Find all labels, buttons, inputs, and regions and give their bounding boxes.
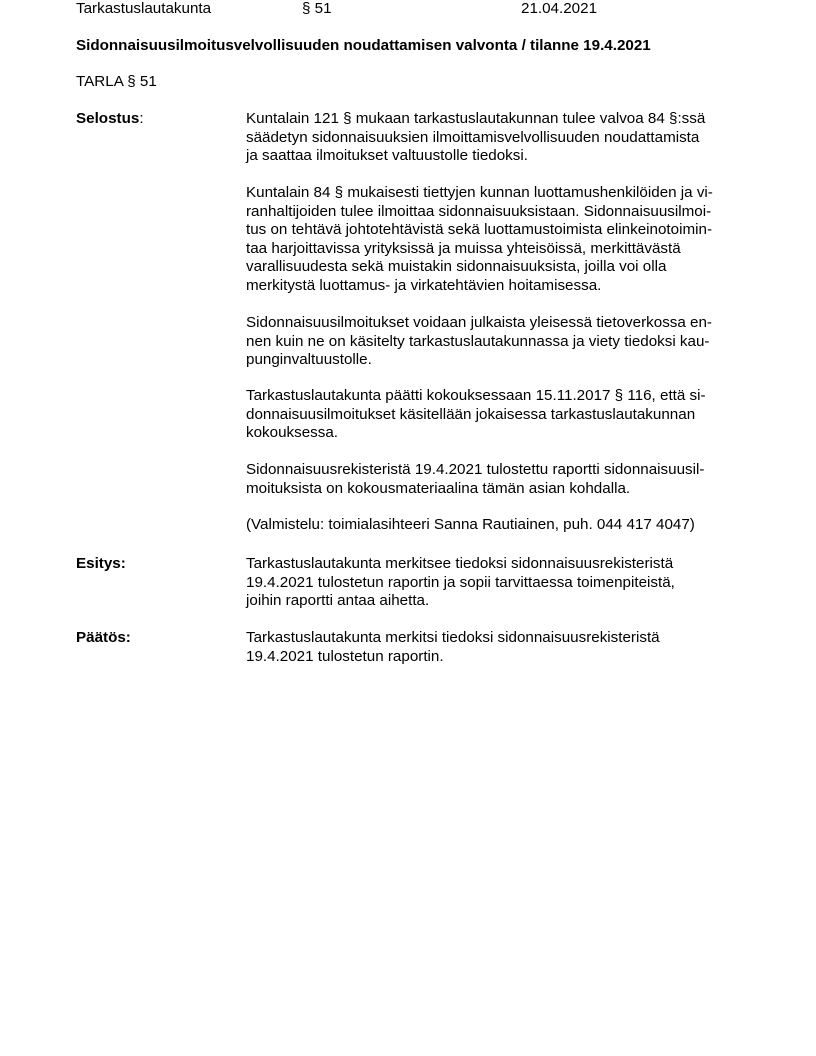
selostus-label-colon: : (139, 110, 144, 127)
paatos-label: Päätös: (76, 629, 131, 646)
text-line: ja saattaa ilmoitukset valtuustolle tiedoksi. (246, 147, 528, 164)
text-line: Tarkastuslautakunta päätti kokouksessaan 15.11.2017 § 116, että si- (246, 387, 706, 404)
text-line: (Valmistelu: toimialasihteeri Sanna Rautiainen, puh. 044 417 4047) (246, 516, 695, 533)
text-line: säädetyn sidonnaisuuksien ilmoittamisvelvollisuuden noudattamista (246, 128, 700, 146)
text-line: tus on tehtävä johtotehtävistä sekä luottamustoimista elinkeinotoimin- (246, 221, 712, 238)
text-line: Sidonnaisuusrekisteristä 19.4.2021 tulostettu raportti sidonnaisuusil- (246, 461, 705, 478)
reference-code: TARLA § 51 (76, 73, 157, 90)
selostus-paragraph-6 (246, 516, 746, 535)
text-line: Tarkastuslautakunta merkitsi tiedoksi sidonnaisuusrekisteristä (246, 629, 660, 646)
text-line: punginvaltuustolle. (246, 351, 372, 368)
text-line: Tarkastuslautakunta merkitsee tiedoksi sidonnaisuusrekisteristä (246, 555, 674, 572)
text-line: donnaisuusilmoitukset käsitellään jokaisessa tarkastuslautakunnan (246, 405, 696, 423)
selostus-paragraph-3 (246, 314, 746, 370)
header-body-name: Tarkastuslautakunta (76, 0, 212, 17)
esitys-paragraph (246, 555, 746, 611)
selostus-paragraph-5 (246, 461, 746, 498)
text-line: joihin raportti antaa aihetta. (246, 592, 430, 609)
text-line: ranhaltijoiden tulee ilmoittaa sidonnaisuuksistaan. Sidonnaisuusilmoi- (246, 202, 712, 220)
text-line: moituksista on kokousmateriaalina tämän asian kohdalla. (246, 479, 631, 497)
header-section-number: § 51 (302, 0, 332, 17)
selostus-paragraph-4 (246, 387, 746, 443)
text-line: Kuntalain 84 § mukaisesti tiettyjen kunnan luottamushenkilöiden ja vi- (246, 184, 713, 201)
selostus-label-text: Selostus (76, 110, 140, 127)
text-line: nen kuin ne on käsitelty tarkastuslautakunnassa ja viety tiedoksi kau- (246, 332, 710, 350)
selostus-label (76, 110, 144, 128)
text-line: Sidonnaisuusilmoitukset voidaan julkaista yleisessä tietoverkossa en- (246, 314, 712, 331)
esitys-label: Esitys: (76, 555, 126, 572)
selostus-paragraph-1 (246, 110, 746, 166)
selostus-paragraph-2 (246, 184, 746, 295)
text-line: taa harjoittavissa yrityksissä ja muissa yhteisöissä, merkittävästä (246, 239, 681, 257)
text-line: 19.4.2021 tulostetun raportin ja sopii tarvittaessa toimenpiteistä, (246, 573, 675, 591)
text-line: merkitystä luottamus- ja virkatehtävien hoitamisessa. (246, 276, 602, 294)
text-line: varallisuudesta sekä muistakin sidonnaisuuksista, joilla voi olla (246, 258, 667, 275)
text-line: Kuntalain 121 § mukaan tarkastuslautakunnan tulee valvoa 84 §:ssä (246, 110, 706, 127)
text-line: kokouksessa. (246, 424, 339, 441)
document-title: Sidonnaisuusilmoitusvelvollisuuden noudattamisen valvonta / tilanne 19.4.2021 (76, 37, 651, 54)
text-line: 19.4.2021 tulostetun raportin. (246, 647, 444, 665)
paatos-paragraph (246, 629, 746, 666)
header-date: 21.04.2021 (521, 0, 598, 17)
